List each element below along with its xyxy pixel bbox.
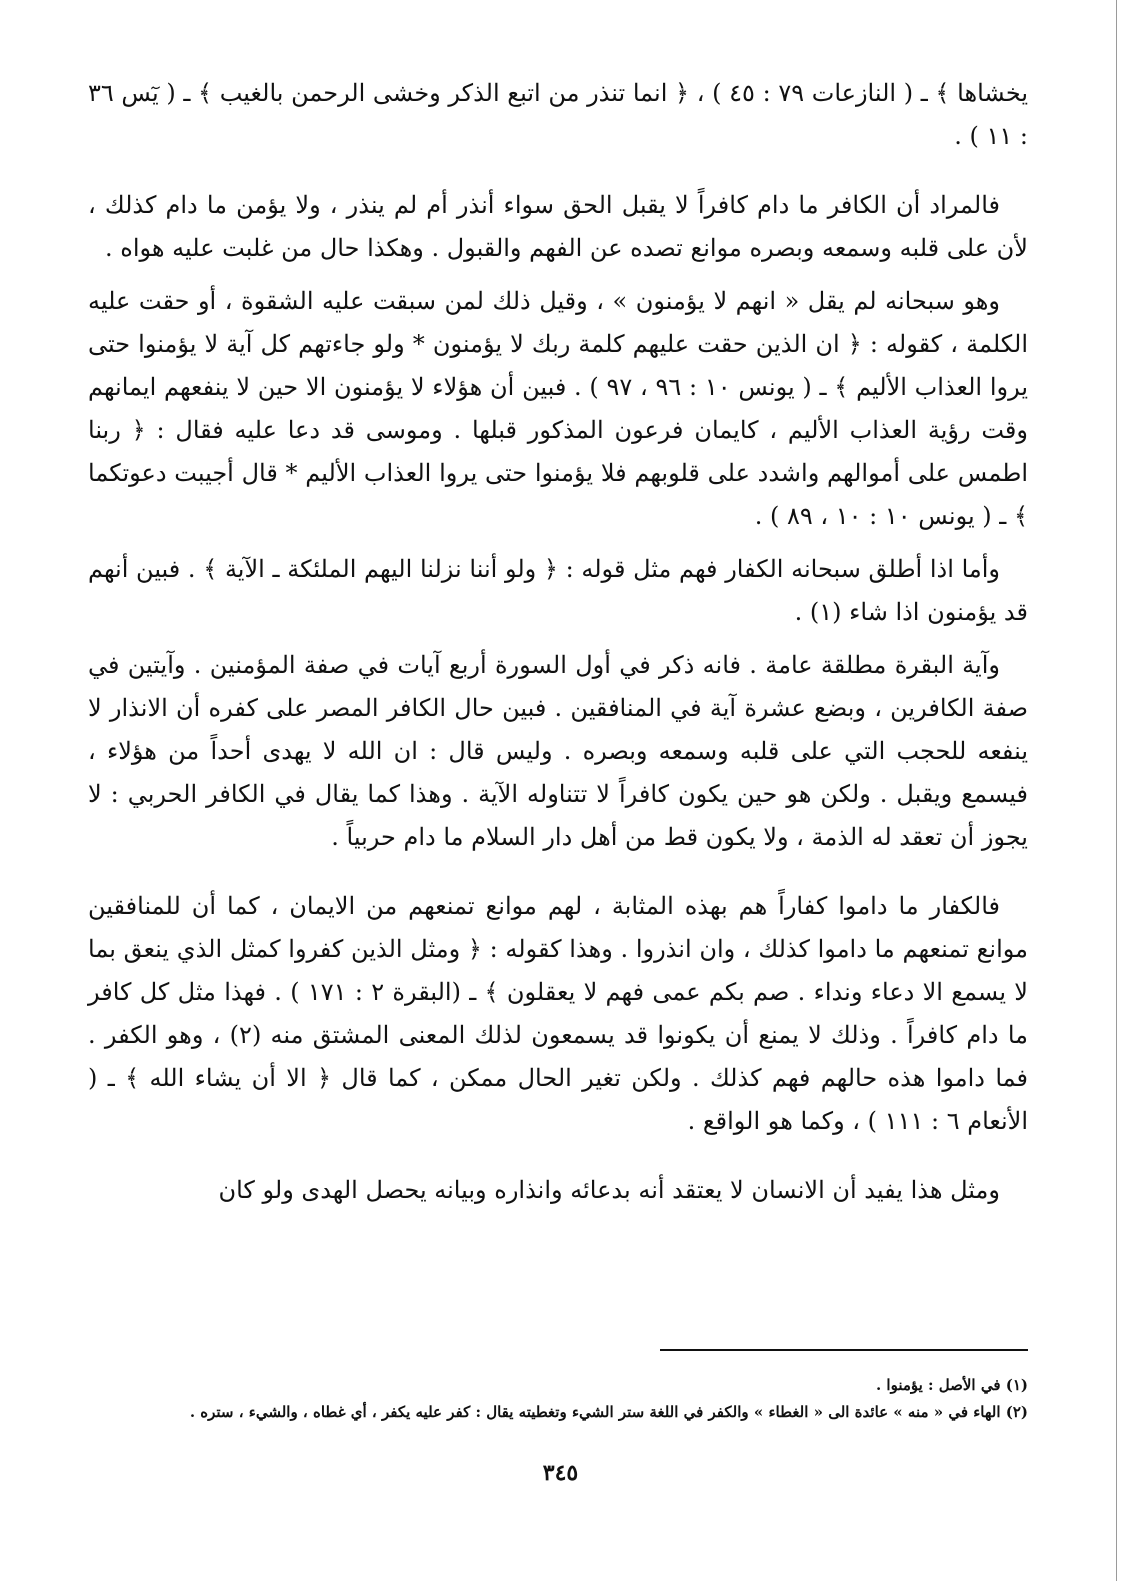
paragraph-4: وأما اذا أطلق سبحانه الكفار فهم مثل قوله : ﴿ ولو أننا نزلنا اليهم الملئكة ـ الآية ﴾ . فبين أنهم قد يؤمنون اذا شاء (١) .	[88, 555, 1028, 626]
paragraph-7: ومثل هذا يفيد أن الانسان لا يعتقد أنه بدعائه وانذاره وبيانه يحصل الهدى ولو كان	[218, 1176, 1000, 1204]
paragraph-5: وآية البقرة مطلقة عامة . فانه ذكر في أول السورة أربع آيات في صفة المؤمنين . وآيتين في صفة الكافرين ، وبضع عشرة آية في المنافقين . فبين حال الكافر المصر على كفره أن الانذار لا ينفعه للحجب التي على قلبه وسمعه وبصره . وليس قال : ان الله لا يهدى أحداً من هؤلاء ، فيسمع ويقبل . ولكن هو حين يكون كافراً لا تتناوله الآية . وهذا كما يقال في الكافر الحربي : لا يجوز أن تعقد له الذمة ، ولا يكون قط من أهل دار السلام ما دام حربياً .	[88, 651, 1028, 851]
footnotes	[88, 1372, 1028, 1426]
footnote-2: (٢) الهاء في « منه » عائدة الى « الغطاء » والكفر في اللغة ستر الشيء وتغطيته يقال : كفر عليه يكفر ، أي غطاه ، والشيء ، ستره .	[189, 1403, 1028, 1421]
main-text	[88, 72, 1028, 1212]
footnote-1: (١) في الأصل : يؤمنوا .	[875, 1376, 1028, 1394]
paragraph-3: وهو سبحانه لم يقل « انهم لا يؤمنون » ، وقيل ذلك لمن سبقت عليه الشقوة ، أو حقت عليه الكلمة ، كقوله : ﴿ ان الذين حقت عليهم كلمة ربك لا يؤمنون * ولو جاءتهم كل آية لا يؤمنوا حتى يروا العذاب الأليم ﴾ ـ ( يونس ١٠ : ٩٦ ، ٩٧ ) . فبين أن هؤلاء لا يؤمنون الا حين لا ينفعهم ايمانهم وقت رؤية العذاب الأليم ، كايمان فرعون المذكور قبلها . وموسى قد دعا عليه فقال : ﴿ ربنا اطمس على أموالهم واشدد على قلوبهم فلا يؤمنوا حتى يروا العذاب الأليم * قال أجيبت دعوتكما ﴾ ـ ( يونس ١٠ : ١٠ ، ٨٩ ) .	[88, 287, 1029, 530]
footnote-separator	[660, 1349, 1028, 1351]
paragraph-2: فالمراد أن الكافر ما دام كافراً لا يقبل الحق سواء أنذر أم لم ينذر ، ولا يؤمن ما دام كذلك ، لأن على قلبه وسمعه وبصره موانع تصده عن الفهم والقبول . وهكذا حال من غلبت عليه هواه .	[88, 191, 1028, 262]
page-number: ٣٤٥	[542, 1460, 579, 1486]
paragraph-1: يخشاها ﴾ ـ ( النازعات ٧٩ : ٤٥ ) ، ﴿ انما تنذر من اتبع الذكر وخشى الرحمن بالغيب ﴾ ـ ( يٓس ٣٦ : ١١ ) .	[88, 79, 1028, 150]
page-edge-line	[1116, 0, 1117, 1581]
paragraph-6: فالكفار ما داموا كفاراً هم بهذه المثابة ، لهم موانع تمنعهم من الايمان ، كما أن للمنافقين موانع تمنعهم ما داموا كذلك ، وان انذروا . وهذا كقوله : ﴿ ومثل الذين كفروا كمثل الذي ينعق بما لا يسمع الا دعاء ونداء . صم بكم عمى فهم لا يعقلون ﴾ ـ (البقرة ٢ : ١٧١ ) . فهذا مثل كل كافر ما دام كافراً . وذلك لا يمنع أن يكونوا قد يسمعون لذلك المعنى المشتق منه (٢) ، وهو الكفر . فما داموا هذه حالهم فهم كذلك . ولكن تغير الحال ممكن ، كما قال ﴿ الا أن يشاء الله ﴾ ـ ( الأنعام ٦ : ١١١ ) ، وكما هو الواقع .	[88, 892, 1029, 1135]
